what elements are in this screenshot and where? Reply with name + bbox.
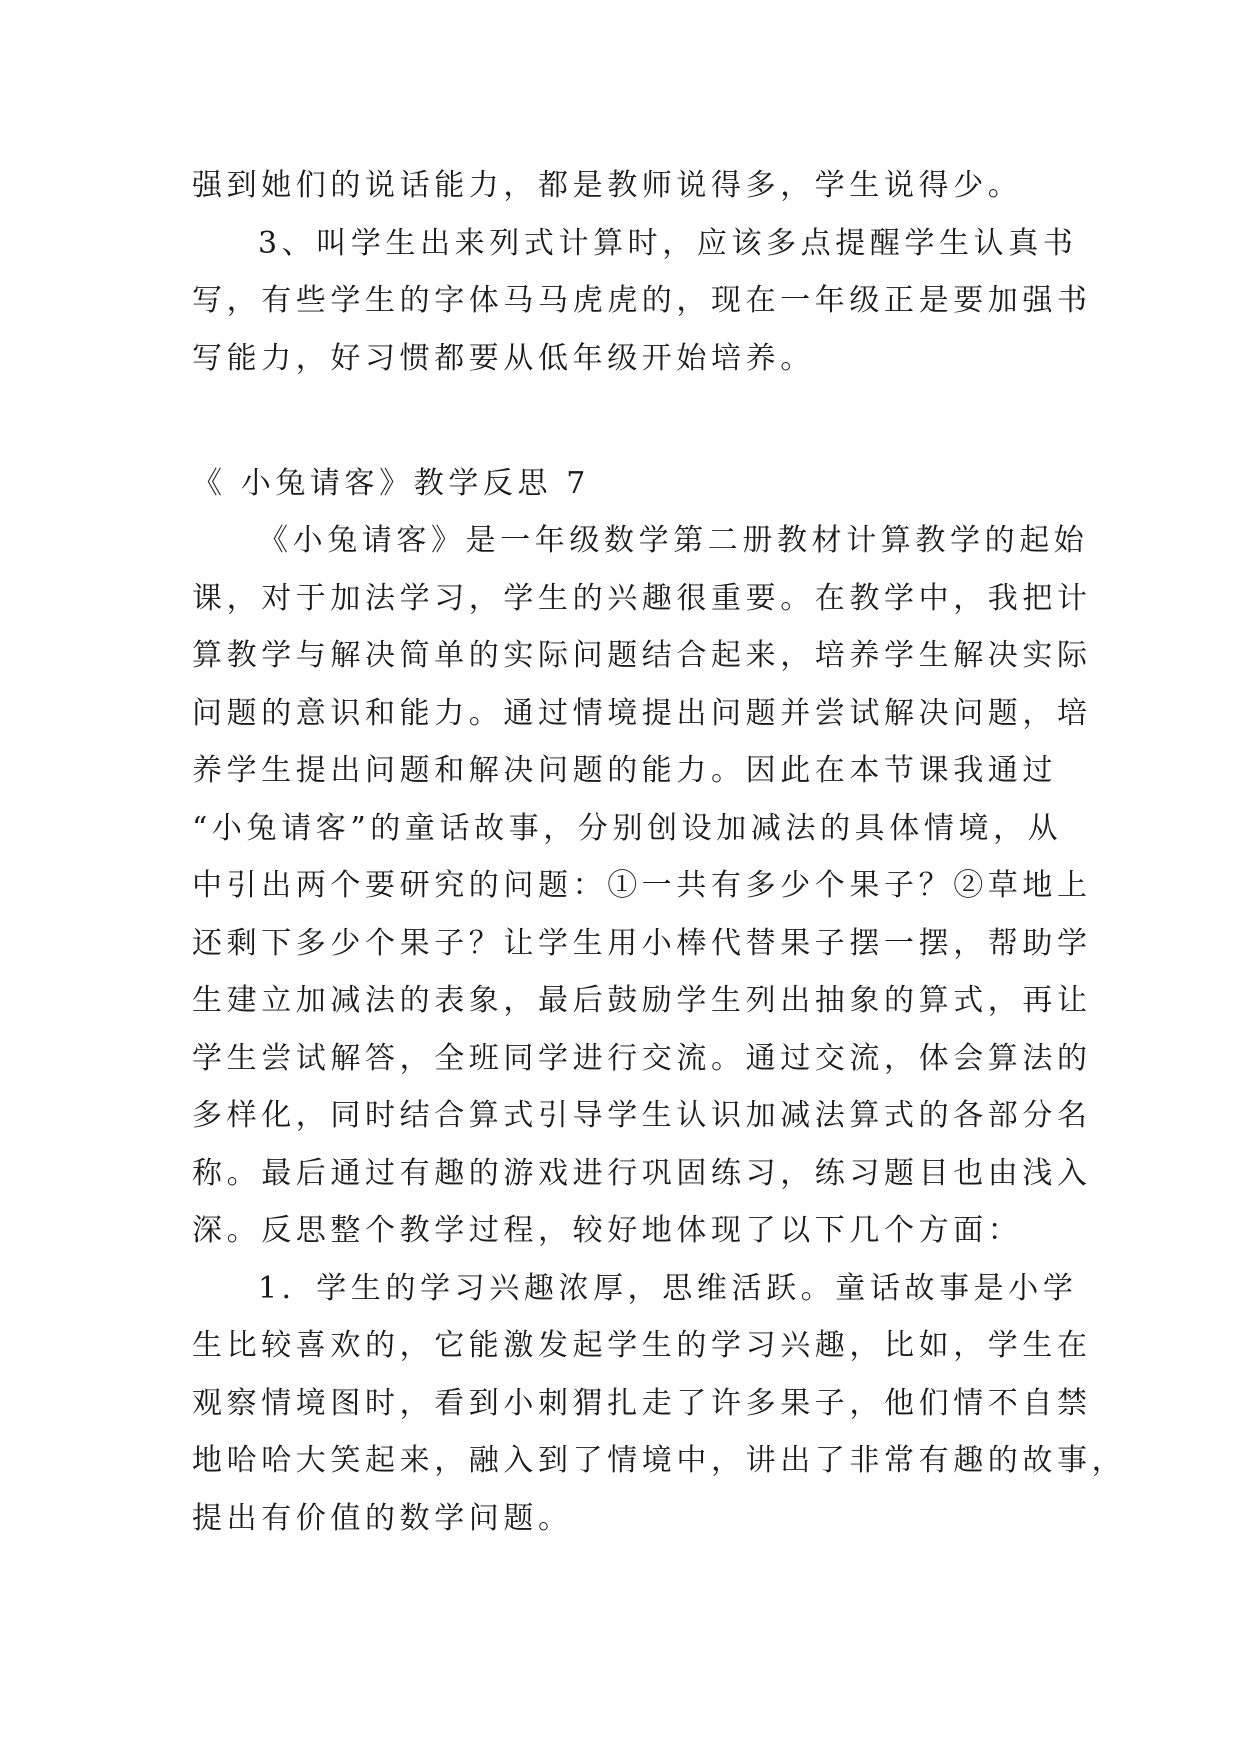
paragraph-line: 课，对于加法学习，学生的兴趣很重要。在教学中，我把计 — [192, 580, 1092, 616]
paragraph-line: 提出有价值的数学问题。 — [192, 1500, 573, 1536]
paragraph-line: 问题的意识和能力。通过情境提出问题并尝试解决问题，培 — [192, 695, 1092, 731]
paragraph-line: 养学生提出问题和解决问题的能力。因此在本节课我通过 — [192, 753, 1057, 788]
paragraph-line: “小兔请客”的童话故事，分别创设加减法的具体情境，从 — [192, 810, 1063, 846]
paragraph-line: 3、叫学生出来列式计算时，应该多点提醒学生认真书 — [258, 225, 1078, 261]
paragraph-line: 1．学生的学习兴趣浓厚，思维活跃。童话故事是小学 — [258, 1270, 1078, 1306]
body-section — [192, 512, 1127, 1547]
paragraph-line: 写能力，好习惯都要从低年级开始培养。 — [192, 340, 815, 376]
paragraph-line: 学生尝试解答，全班同学进行交流。通过交流，体会算法的 — [192, 1040, 1092, 1076]
paragraph-line: 算教学与解决简单的实际问题结合起来，培养学生解决实际 — [192, 638, 1092, 673]
section-title — [192, 455, 1052, 513]
paragraph-line: 强到她们的说话能力，都是教师说得多，学生说得少。 — [192, 168, 1023, 203]
paragraph-line: 多样化，同时结合算式引导学生认识加减法算式的各部分名 — [192, 1098, 1092, 1133]
paragraph-line: 深。反思整个教学过程，较好地体现了以下几个方面： — [192, 1213, 1023, 1248]
paragraph-line: 称。最后通过有趣的游戏进行巩固练习，练习题目也由浅入 — [192, 1155, 1092, 1191]
paragraph-line: 中引出两个要研究的问题：①一共有多少个果子？②草地上 — [192, 868, 1092, 903]
paragraph-line: 生比较喜欢的，它能激发起学生的学习兴趣，比如，学生在 — [192, 1328, 1092, 1363]
paragraph-line: 写，有些学生的字体马马虎虎的，现在一年级正是要加强书 — [192, 283, 1092, 318]
top-section — [192, 157, 1092, 387]
paragraph-line: 生建立加减法的表象，最后鼓励学生列出抽象的算式，再让 — [192, 983, 1092, 1018]
paragraph-line: 地哈哈大笑起来，融入到了情境中，讲出了非常有趣的故事， — [192, 1443, 1127, 1478]
paragraph-line: 《小兔请客》是一年级数学第二册教材计算教学的起始 — [258, 523, 1089, 558]
paragraph-line: 观察情境图时，看到小刺猬扎走了许多果子，他们情不自禁 — [192, 1385, 1092, 1421]
paragraph-line: 还剩下多少个果子？让学生用小棒代替果子摆一摆，帮助学 — [192, 925, 1092, 961]
section-title-text: 《 小兔请客》教学反思 7 — [192, 466, 590, 501]
